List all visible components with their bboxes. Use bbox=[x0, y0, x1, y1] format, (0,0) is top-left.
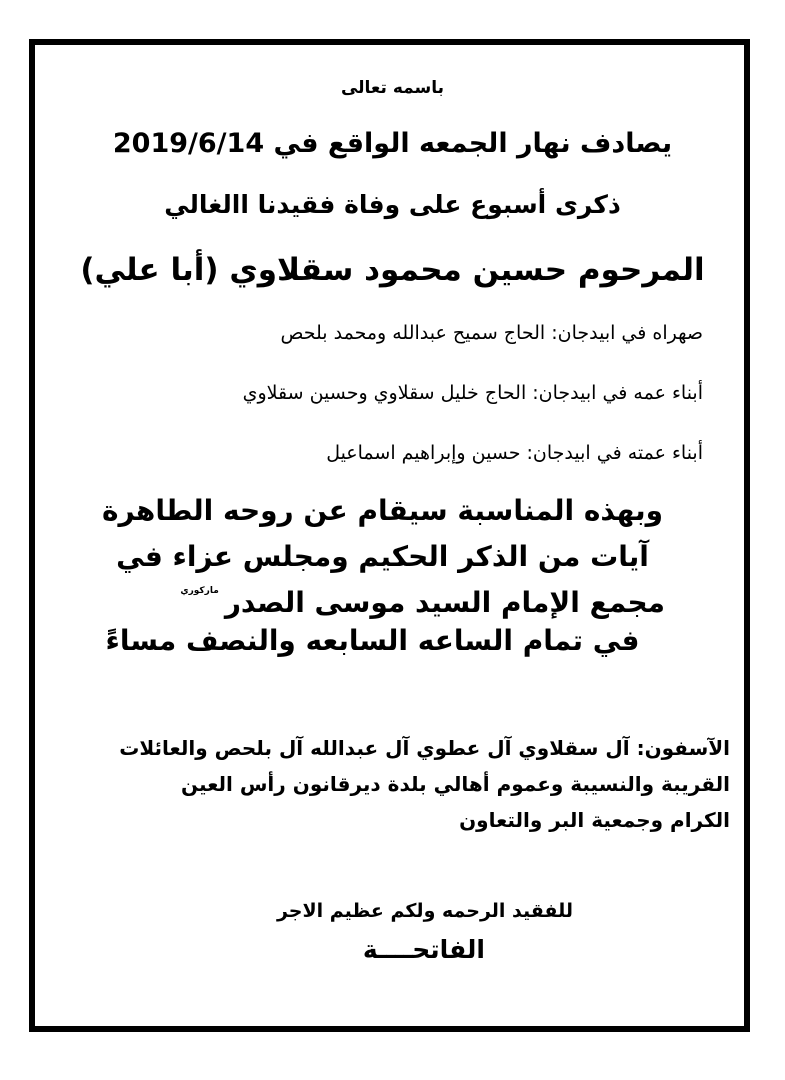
occasion-line-2: آيات من الذكر الحكيم ومجلس عزاء في bbox=[116, 540, 649, 573]
maternal-cousins-line: أبناء عمته في ابيدجان: حسين وإبراهيم اسماعيل bbox=[326, 442, 703, 464]
occasion-venue-note: ماركوري bbox=[180, 586, 219, 596]
occasion-line-3-wrap bbox=[100, 586, 665, 619]
occasion-line-1: وبهذه المناسبة سيقام عن روحه الطاهرة bbox=[101, 494, 664, 527]
paternal-cousins-line: أبناء عمه في ابيدجان: الحاج خليل سقلاوي وحسين سقلاوي bbox=[242, 382, 703, 404]
notice-border-frame bbox=[29, 39, 750, 1032]
memorial-line: ذكرى أسبوع على وفاة فقيدنا االغالي bbox=[164, 190, 621, 219]
mourners-line-1: الآسفون: آل سقلاوي آل عطوي آل عبدالله آل بلحص والعائلات bbox=[119, 736, 730, 760]
mourners-line-3: الكرام وجمعية البر والتعاون bbox=[459, 808, 730, 832]
deceased-name: المرحوم حسين محمود سقلاوي (أبا علي) bbox=[80, 252, 705, 288]
fatiha-line: الفاتحــــة bbox=[362, 935, 485, 964]
inlaws-line: صهراه في ابيدجان: الحاج سميح عبدالله ومحمد بلحص bbox=[280, 322, 703, 344]
invocation-heading: باسمه تعالى bbox=[340, 78, 445, 98]
date-line: يصادف نهار الجمعه الواقع في 2019/6/14 bbox=[112, 128, 673, 159]
condolence-line: للفقيد الرحمه ولكم عظيم الاجر bbox=[276, 900, 573, 922]
occasion-line-3: مجمع الإمام السيد موسى الصدر bbox=[224, 586, 665, 619]
occasion-time-line: في تمام الساعه السابعه والنصف مساءً bbox=[105, 624, 640, 657]
mourners-line-2: القريبة والنسيبة وعموم أهالي بلدة ديرقانون رأس العين bbox=[181, 772, 730, 796]
